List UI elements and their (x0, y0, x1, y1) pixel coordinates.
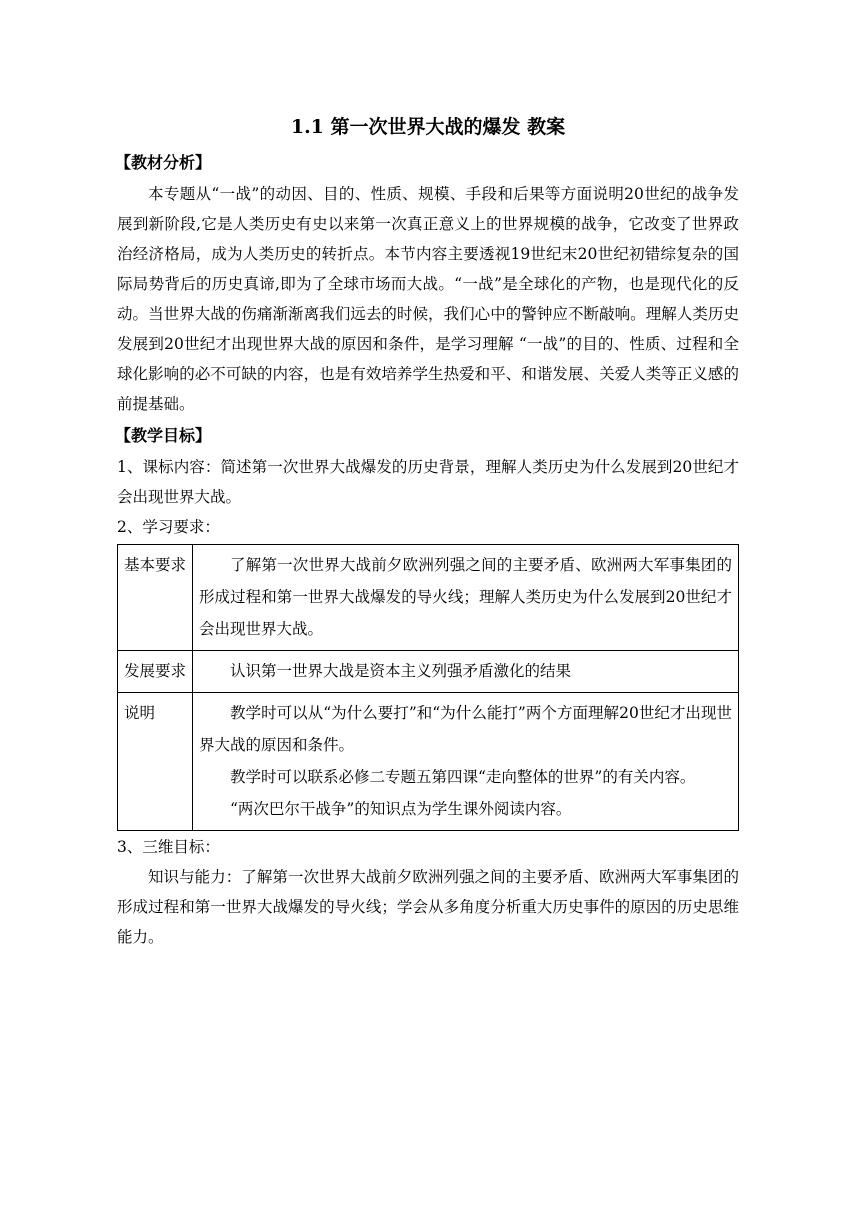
document-content (117, 112, 739, 952)
table-cell-paragraph: 教学时可以联系必修二专题五第四课“走向整体的世界”的有关内容。 (230, 768, 696, 786)
table-cell-paragraph: 了解第一次世界大战前夕欧洲列强之间的主要矛盾、欧洲两大军事集团的形成过程和第一世界大战爆发的导火线；理解人类历史为什么发展到20世纪才会出现世界大战。 (199, 556, 732, 638)
table-cell-paragraph: “两次巴尔干战争”的知识点为学生课外阅读内容。 (230, 800, 572, 818)
document-title: 1.1 第一次世界大战的爆发 教案 (290, 116, 566, 138)
section-heading-teaching-objectives: 【教学目标】 (115, 426, 212, 445)
table-cell-paragraph: 教学时可以从“为什么要打”和“为什么能打”两个方面理解20世纪才出现世界大战的原因和条件。 (199, 704, 732, 754)
table-cell-paragraph: 认识第一世界大战是资本主义列强矛盾激化的结果 (230, 662, 572, 680)
table-row-content (193, 651, 739, 693)
table-row-content (193, 693, 739, 831)
table-row (118, 693, 739, 831)
textbook-analysis-paragraph: 本专题从“一战”的动因、目的、性质、规模、手段和后果等方面说明20世纪的战争发展到新阶段,它是人类历史有史以来第一次真正意义上的世界规模的战争，它改变了世界政治经济格局，成为人类历史的转折点。本节内容主要透视19世纪末20世纪初错综复杂的国际局势背后的历史真谛,即为了全球市场而大战。“一战”是全球化的产物，也是现代化的反动。当世界大战的伤痛渐渐离我们远去的时候，我们心中的警钟应不断敲响。理解人类历史发展到20世纪才出现世界大战的原因和条件，是学习理解 “一战”的目的、性质、过程和全球化影响的必不可缺的内容，也是有效培养学生热爱和平、和谐发展、关爱人类等正义感的前提基础。 (117, 185, 739, 413)
requirements-table (117, 544, 739, 831)
three-dimensional-knowledge-paragraph: 知识与能力：了解第一次世界大战前夕欧洲列强之间的主要矛盾、欧洲两大军事集团的形成过程和第一世界大战爆发的导火线；学会从多角度分析重大历史事件的原因的历史思维能力。 (117, 868, 739, 946)
objective-item-three-dimensional: 3、三维目标： (117, 838, 220, 856)
objective-item-requirements: 2、学习要求： (117, 518, 220, 536)
section-heading-textbook-analysis: 【教材分析】 (115, 153, 212, 172)
table-row-label: 发展要求 (118, 651, 193, 693)
table-row-label: 说明 (118, 693, 193, 831)
table-row-content (193, 545, 739, 651)
objective-item-curriculum: 1、课标内容：简述第一次世界大战爆发的历史背景，理解人类历史为什么发展到20世纪才会出现世界大战。 (117, 458, 739, 506)
table-row (118, 651, 739, 693)
table-row-label: 基本要求 (118, 545, 193, 651)
table-row (118, 545, 739, 651)
